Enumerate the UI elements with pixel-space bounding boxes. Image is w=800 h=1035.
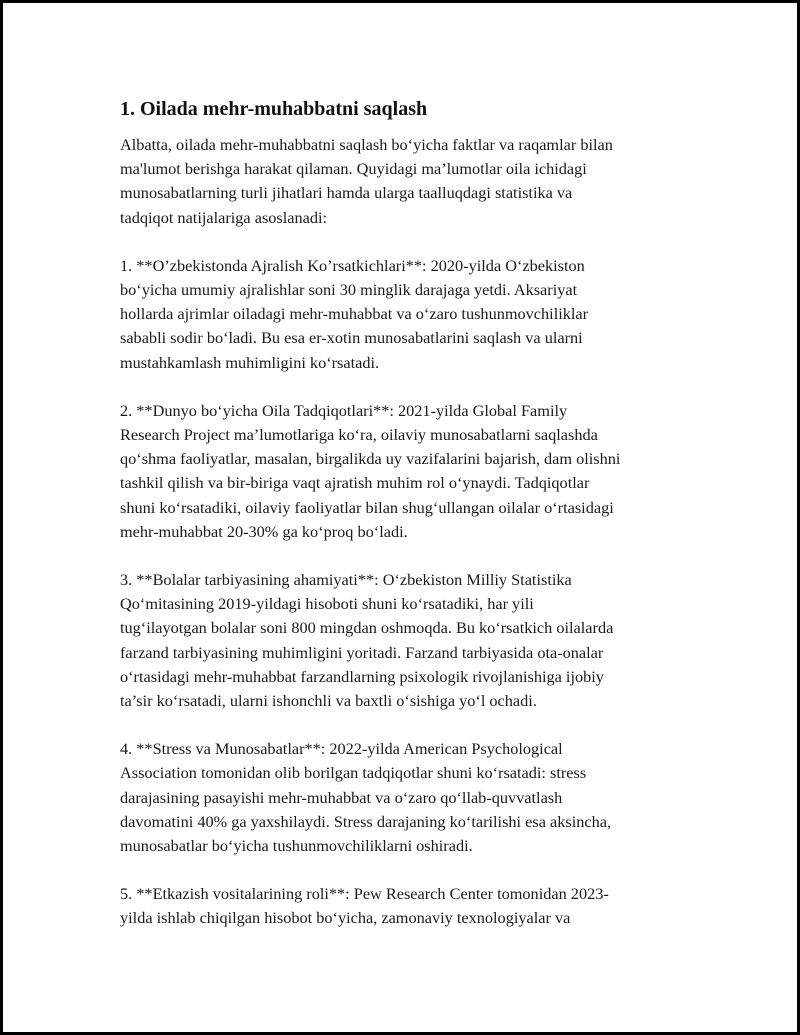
paragraph-child-upbringing: 3. **Bolalar tarbiyasining ahamiyati**: O‘zbekiston Milliy Statistika Qo‘mitasining 2019-yildagi hisoboti shuni ko‘rsatadiki, har yili tug‘ilayotgan bolalar soni 800 mingdan oshmoqda. Bu ko‘rsatkich oilalarda farzand tarbiyasining muhimligini yoritadi. Farzand tarbiyasida ota-onalar o‘rtasidagi mehr-muhabbat farzandlarning psixologik rivojlanishiga ijobiy ta’sir ko‘rsatadi, ularni ishonchli va baxtli o‘sishiga yo‘l ochadi. [120,570,614,711]
paragraph-stress-relationships: 4. **Stress va Munosabatlar**: 2022-yilda American Psychological Association tomonidan olib borilgan tadqiqotlar shuni ko‘rsatadi: stress darajasining pasayishi mehr-muhabbat va o‘zaro qo‘llab-quvvatlash davomatini 40% ga yaxshilaydi. Stress darajaning ko‘tarilishi esa aksincha, munosabatlar bo‘yicha tushunmovchiliklarni oshiradi. [120,739,612,856]
section-heading: 1. Oilada mehr-muhabbatni saqlash [120,98,428,120]
paragraph-divorce-statistics: 1. **O’zbekistonda Ajralish Ko’rsatkichlari**: 2020-yilda O‘zbekiston bo‘yicha umumiy ajralishlar soni 30 minglik darajaga yetdi. Aksariyat hollarda ajrimlar oiladagi mehr-muhabbat va o‘zaro tushunmovchiliklar sababli sodir bo‘ladi. Bu esa er-xotin munosabatlarini saqlash va ularni mustahkamlash muhimligini ko‘rsatadi. [120,255,589,372]
document-body [120,91,690,955]
paragraph-media-role: 5. **Etkazish vositalarining roli**: Pew Research Center tomonidan 2023- yilda ishlab chiqilgan hisobot bo‘yicha, zamonaviy texnologiyalar va [120,884,609,928]
paragraph-world-family-research: 2. **Dunyo bo‘yicha Oila Tadqiqotlari**: 2021-yilda Global Family Research Project ma’lumotlariga ko‘ra, oilaviy munosabatlarni saqlashda qo‘shma faoliyatlar, masalan, birgalikda uy vazifalarini bajarish, dam olishni tashkil qilish va bir-biriga vaqt ajratish muhim rol o‘ynaydi. Tadqiqotlar shuni ko‘rsatadiki, oilaviy faoliyatlar bilan shug‘ullangan oilalar o‘rtasidagi mehr-muhabbat 20-30% ga ko‘proq bo‘ladi. [120,400,621,541]
intro-paragraph: Albatta, oilada mehr-muhabbatni saqlash bo‘yicha faktlar va raqamlar bilan ma'lumot berishga harakat qilaman. Quyidagi ma’lumotlar oila ichidagi munosabatlarning turli jihatlari hamda ularga taalluqdagi statistika va tadqiqot natijalariga asoslanadi: [120,135,613,227]
